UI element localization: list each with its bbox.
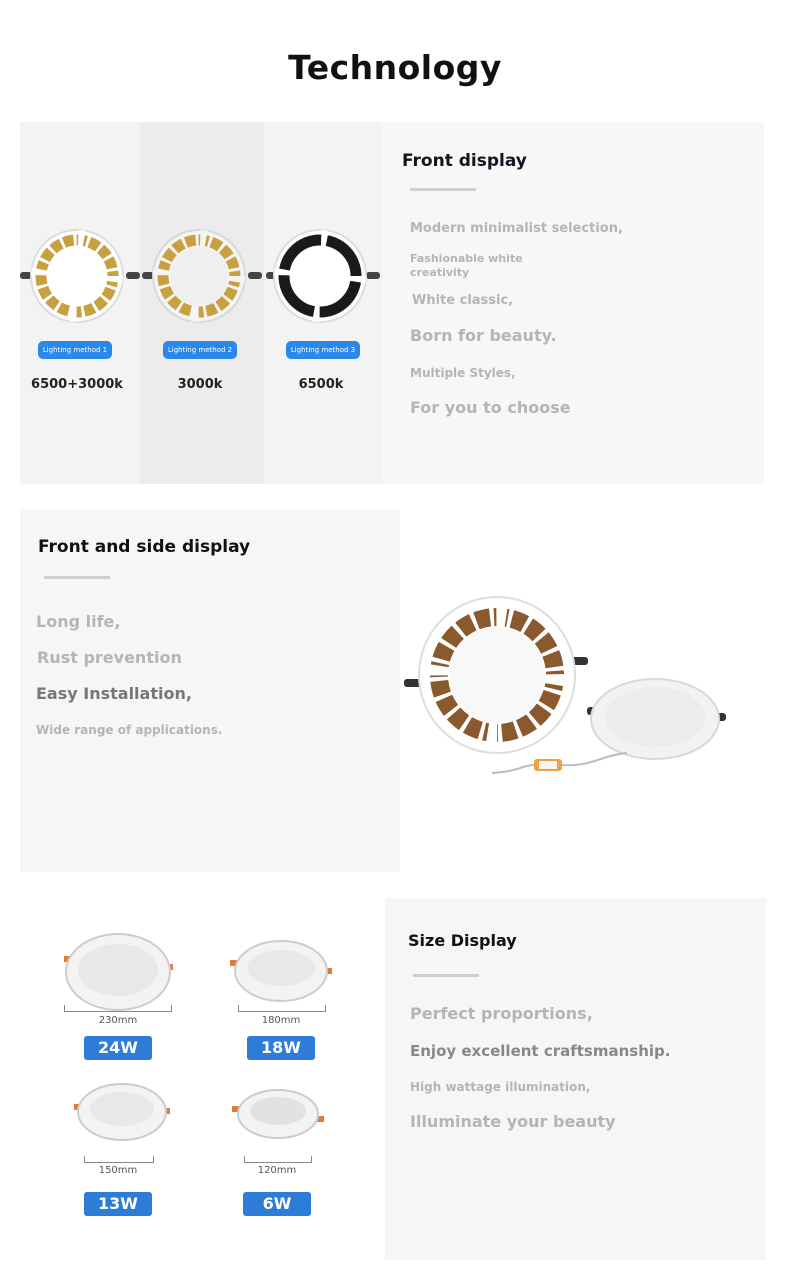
lighting-method-badge: Lighting method 2: [163, 341, 237, 359]
lamp-cool-image: [262, 228, 382, 326]
dimension-line: [64, 1005, 172, 1012]
feature-text: Rust prevention: [37, 648, 182, 667]
dimension-label: 230mm: [98, 1015, 138, 1026]
feature-text: Born for beauty.: [410, 326, 557, 345]
lighting-method-badge: Lighting method 3: [286, 341, 360, 359]
method-1-panel: [20, 122, 140, 484]
method-3-panel: [264, 122, 382, 484]
dimension-line: [84, 1156, 154, 1163]
feature-text: Perfect proportions,: [410, 1004, 593, 1023]
feature-text: For you to choose: [410, 398, 571, 417]
section-heading: Front display: [402, 151, 527, 171]
section-heading: Size Display: [408, 931, 517, 950]
feature-text: Multiple Styles,: [410, 366, 516, 380]
feature-text: High wattage illumination,: [410, 1080, 591, 1094]
feature-text: Fashionable white creativity: [410, 252, 523, 279]
lighting-method-badge: Lighting method 1: [38, 341, 112, 359]
feature-text: Illuminate your beauty: [410, 1112, 616, 1131]
feature-text: Enjoy excellent craftsmanship.: [410, 1042, 671, 1060]
dimension-line: [238, 1005, 326, 1012]
color-temperature-label: 6500k: [298, 377, 344, 392]
heading-divider: [410, 188, 476, 191]
lamp-18w-image: [228, 938, 334, 1010]
wattage-badge: 6W: [243, 1192, 311, 1216]
color-temperature-label: 3000k: [177, 377, 223, 392]
lamp-6w-image: [230, 1086, 326, 1150]
section-heading: Front and side display: [38, 537, 251, 557]
lamp-13w-image: [72, 1080, 172, 1150]
dimension-label: 120mm: [257, 1165, 297, 1176]
color-temperature-label: 6500+3000k: [31, 377, 123, 392]
page-title: Technology: [288, 48, 502, 87]
feature-text: White classic,: [412, 293, 514, 308]
feature-text: Long life,: [36, 612, 121, 631]
heading-divider: [44, 576, 110, 579]
wattage-badge: 18W: [247, 1036, 315, 1060]
method-2-panel: [140, 122, 264, 484]
dimension-label: 180mm: [261, 1015, 301, 1026]
front-side-display-section: [20, 510, 400, 872]
wattage-badge: 13W: [84, 1192, 152, 1216]
lamp-warm-cool-image: [20, 228, 140, 326]
feature-text: Modern minimalist selection,: [410, 221, 623, 236]
feature-text: Wide range of applications.: [36, 723, 223, 737]
dimension-label: 150mm: [98, 1165, 138, 1176]
size-display-section: [385, 898, 766, 1260]
product-front-side-image: [402, 595, 732, 785]
front-display-text-panel: [382, 122, 764, 484]
heading-divider: [413, 974, 479, 977]
lamp-warm-image: [142, 228, 262, 326]
front-display-section: [20, 122, 764, 484]
wattage-badge: 24W: [84, 1036, 152, 1060]
dimension-line: [244, 1156, 312, 1163]
feature-text: Easy Installation,: [36, 684, 192, 703]
